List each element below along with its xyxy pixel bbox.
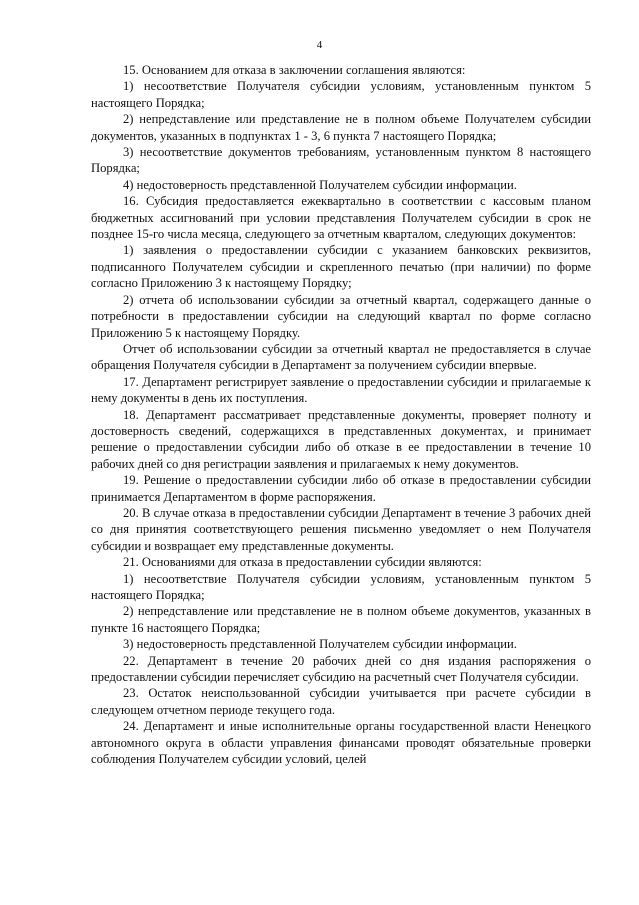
paragraph: 4) недостоверность представленной Получателем субсидии информации. [123,177,517,192]
page-number: 4 [316,39,323,51]
paragraph: 17. Департамент регистрирует заявление о предоставлении субсидии и прилагаемые к нему документы в день их поступления. [91,374,591,406]
paragraph: 2) непредставление или представление не в полном объеме документов, указанных в пункте 16 настоящего Порядка; [91,604,591,635]
paragraph: 1) несоответствие Получателя субсидии условиям, установленным пунктом 5 настоящего Порядка; [91,571,591,602]
paragraph: 21. Основаниями для отказа в предоставлении субсидии являются: [123,555,482,570]
paragraph: 2) отчета об использовании субсидии за отчетный квартал, содержащего данные о потребности в предоставлении субсидии на следующий квартал по форме согласно Приложению 5 к настоящему Порядку. [91,292,591,340]
paragraph: 18. Департамент рассматривает представленные документы, проверяет полноту и достоверность сведений, содержащихся в представленных документах, и принимает решение о предоставлении субсидии либо об отказе в ее предоставлении в течение 10 рабочих дней со дня регистрации заявления и прилагаемых к нему документов. [91,407,591,471]
paragraph: 15. Основанием для отказа в заключении соглашения являются: [123,63,466,77]
paragraph: 19. Решение о предоставлении субсидии либо об отказе в предоставлении субсидии принимается Департаментом в форме распоряжения. [91,473,591,504]
paragraph: 2) непредставление или представление не в полном объеме Получателем субсидии документов, указанных в подпунктах 1 - 3, 6 пункта 7 настоящего Порядка; [91,112,591,143]
paragraph: 16. Субсидия предоставляется ежеквартально в соответствии с кассовым планом бюджетных ассигнований при условии представления Получателем субсидии в срок не позднее 15-го числа месяца, следующего за отчетным кварталом, следующих документов: [91,194,591,242]
paragraph: Отчет об использовании субсидии за отчетный квартал не предоставляется в случае обращения Получателя субсидии в Департамент за получением субсидии впервые. [91,341,591,373]
paragraph: 1) несоответствие Получателя субсидии условиям, установленным пунктом 5 настоящего Порядка; [91,79,591,110]
paragraph: 24. Департамент и иные исполнительные органы государственной власти Ненецкого автономного округа в области управления финансами проводят обязательные проверки соблюдения Получателем субсидии условий, целей [91,719,591,767]
paragraph: 22. Департамент в течение 20 рабочих дней со дня издания распоряжения о предоставлении субсидии перечисляет субсидию на расчетный счет Получателя субсидии. [91,653,591,685]
paragraph: 3) недостоверность представленной Получателем субсидии информации. [123,637,517,652]
document-body [91,62,591,767]
paragraph: 20. В случае отказа в предоставлении субсидии Департамент в течение 3 рабочих дней со дня принятия соответствующего решения письменно уведомляет о нем Получателя субсидии и возвращает ему представленные документы. [91,505,591,553]
paragraph: 3) несоответствие документов требованиям, установленным пунктом 8 настоящего Порядка; [91,145,591,176]
paragraph: 23. Остаток неиспользованной субсидии учитывается при расчете субсидии в следующем отчетном периоде текущего года. [91,686,591,717]
paragraph: 1) заявления о предоставлении субсидии с указанием банковских реквизитов, подписанного Получателем субсидии и скрепленного печатью (при наличии) по форме согласно Приложению 3 к настоящему Порядку; [91,243,591,291]
